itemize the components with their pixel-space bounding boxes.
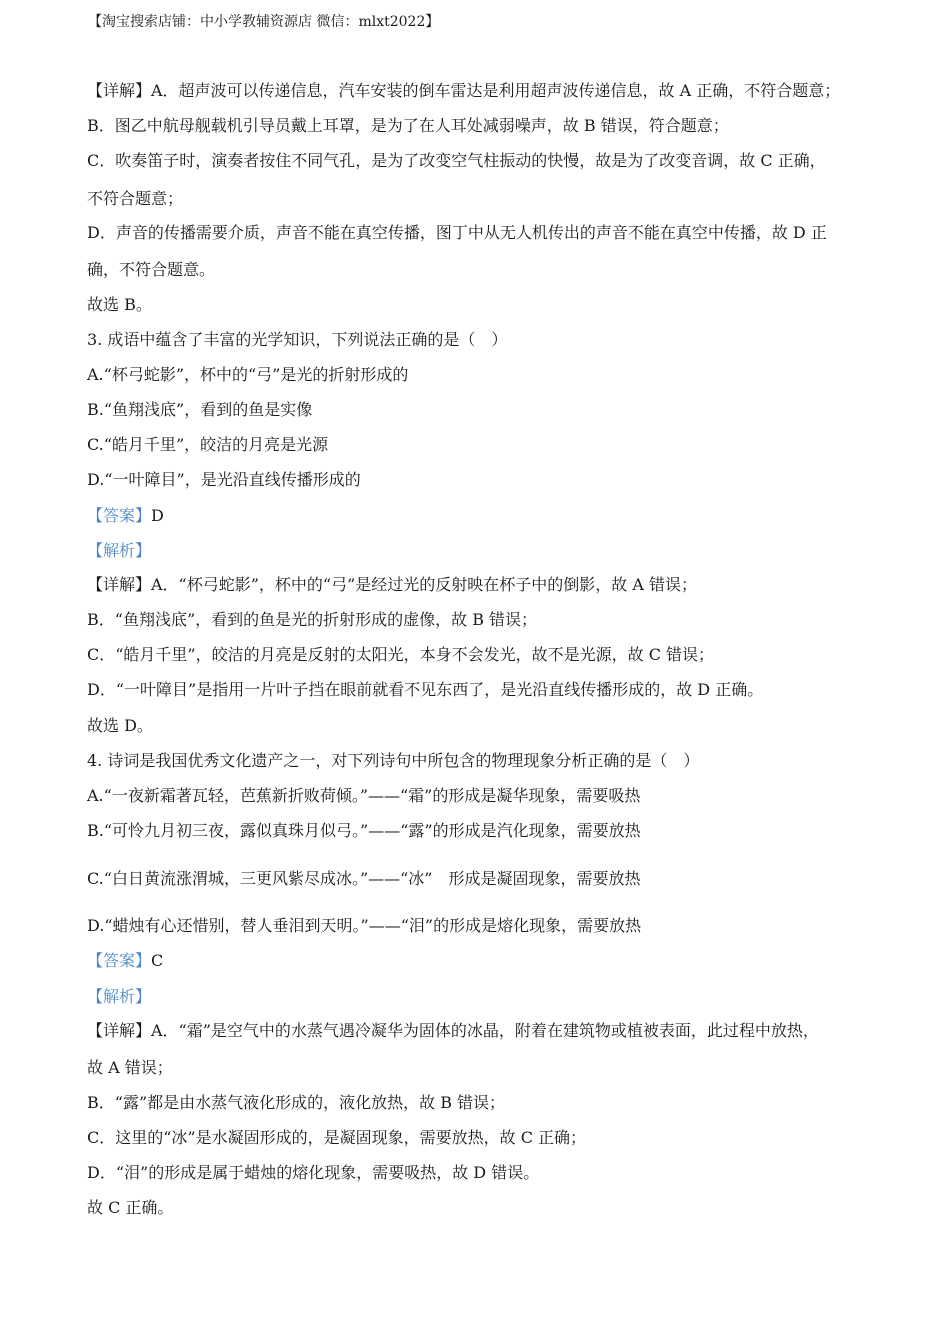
text-line: C．吹奏笛子时，演奏者按住不同气孔，是为了改变空气柱振动的快慢，故是为了改变音调，故 C 正确， [87, 151, 826, 170]
question-4-option-c: C.“白日黄流涨渭城，三更风紫尽成冰。”——“冰” 形成是凝固现象，需要放热 [87, 869, 641, 888]
text-line: D．“泪”的形成是属于蜡烛的熔化现象，需要吸热，故 D 错误。 [87, 1163, 540, 1182]
question-4-answer [87, 950, 163, 972]
answer-label: 【答案】 [87, 951, 152, 970]
text-line: 【详解】A．“霜”是空气中的水蒸气遇冷凝华为固体的冰晶，附着在建筑物或植被表面，此过程中放热， [87, 1021, 819, 1040]
question-3-option-b: B.“鱼翔浅底”，看到的鱼是实像 [87, 400, 313, 419]
text-line: 故 A 错误； [87, 1058, 173, 1077]
text-line: 确，不符合题意。 [87, 260, 216, 279]
text-line: 故选 D。 [87, 716, 153, 735]
question-4-stem: 4. 诗词是我国优秀文化遗产之一，对下列诗句中所包含的物理现象分析正确的是（ ） [87, 751, 700, 770]
answer-value: D [151, 506, 164, 525]
question-3-analysis-label [87, 540, 151, 562]
text-line: C．这里的“冰”是水凝固形成的，是凝固现象，需要放热，故 C 正确； [87, 1128, 587, 1147]
answer-label: 【答案】 [87, 506, 152, 525]
question-4-option-a: A.“一夜新霜著瓦轻，芭蕉新折败荷倾。”——“霜”的形成是凝华现象，需要吸热 [87, 786, 641, 805]
text-line: C．“皓月千里”，皎洁的月亮是反射的太阳光，本身不会发光，故不是光源，故 C 错误； [87, 645, 715, 664]
question-3-option-a: A.“杯弓蛇影”，杯中的“弓”是光的折射形成的 [87, 365, 409, 384]
text-line: B．图乙中航母舰载机引导员戴上耳罩，是为了在人耳处减弱噪声，故 B 错误，符合题意； [87, 116, 729, 135]
text-line: 故 C 正确。 [87, 1198, 174, 1217]
text-line: 【详解】A．超声波可以传递信息，汽车安装的倒车雷达是利用超声波传递信息，故 A 正确，不符合题意； [87, 81, 841, 100]
analysis-label: 【解析】 [87, 987, 152, 1006]
text-line: D．“一叶障目”是指用一片叶子挡在眼前就看不见东西了，是光沿直线传播形成的，故 D 正确。 [87, 680, 764, 699]
text-line: B．“露”都是由水蒸气液化形成的，液化放热，故 B 错误； [87, 1093, 506, 1112]
page-header: 【淘宝搜索店铺：中小学教辅资源店 微信：mlxt2022】 [88, 14, 440, 30]
question-4-option-d: D.“蜡烛有心还惜别，替人垂泪到天明。”——“泪”的形成是熔化现象，需要放热 [87, 916, 642, 935]
question-3-stem: 3. 成语中蕴含了丰富的光学知识，下列说法正确的是（ ） [87, 330, 508, 349]
text-line: D．声音的传播需要介质，声音不能在真空传播，图丁中从无人机传出的声音不能在真空中传播，故 D 正 [87, 223, 827, 242]
analysis-label: 【解析】 [87, 541, 152, 560]
question-4-option-b: B.“可怜九月初三夜，露似真珠月似弓。”——“露”的形成是汽化现象，需要放热 [87, 821, 641, 840]
text-line: 不符合题意； [87, 189, 184, 208]
text-line: 故选 B。 [87, 295, 152, 314]
question-3-option-d: D.“一叶障目”，是光沿直线传播形成的 [87, 470, 361, 489]
text-line: B．“鱼翔浅底”，看到的鱼是光的折射形成的虚像，故 B 错误； [87, 610, 538, 629]
question-4-analysis-label [87, 986, 151, 1008]
question-3-option-c: C.“皓月千里”，皎洁的月亮是光源 [87, 435, 329, 454]
question-3-answer [87, 505, 164, 527]
answer-value: C [151, 951, 164, 970]
text-line: 【详解】A．“杯弓蛇影”，杯中的“弓”是经过光的反射映在杯子中的倒影，故 A 错误； [87, 575, 698, 594]
